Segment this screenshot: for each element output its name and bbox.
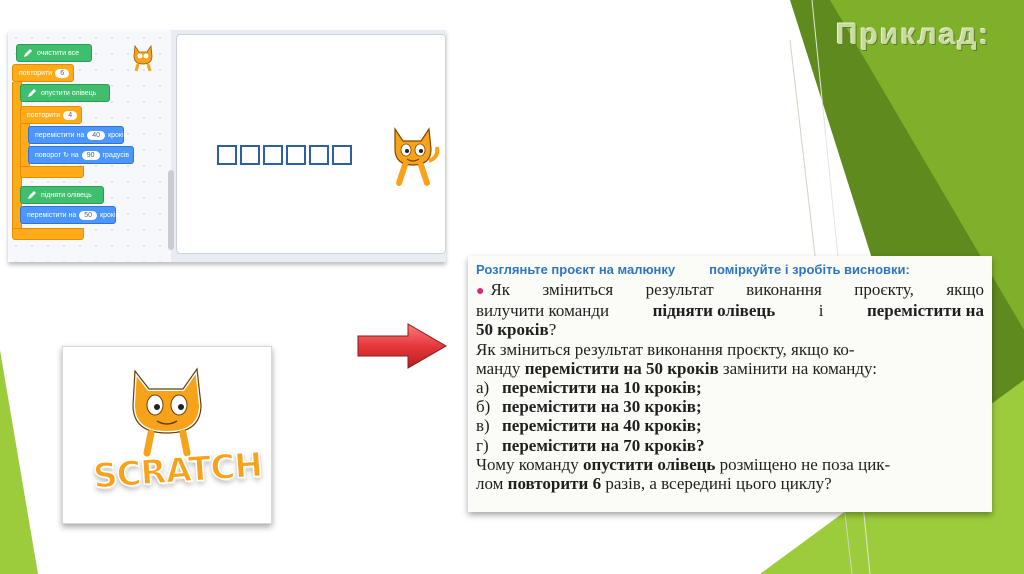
question-1-line-2: вилучити команди підняти олівець і перемістити на: [476, 301, 984, 321]
pen-icon: [27, 190, 37, 200]
move-40-value[interactable]: 40: [87, 131, 105, 140]
drawn-square: [309, 145, 329, 165]
block-clear-all[interactable]: очистити все: [16, 44, 92, 62]
drawn-square: [217, 145, 237, 165]
block-move-50[interactable]: перемістити на 50 кроків: [20, 206, 116, 224]
scratch-cat-icon: [121, 361, 213, 457]
option-c: в) перемістити на 40 кроків;: [476, 416, 702, 436]
block-repeat-outer[interactable]: повторити 6: [12, 64, 74, 82]
excerpt-heading: Розгляньте проєкт на малюнку поміркуйте і зробіть висновки:: [476, 262, 910, 277]
green-corner-left: [0, 350, 38, 574]
code-scrollbar[interactable]: [168, 170, 174, 250]
scratch-cat-icon: [385, 121, 441, 187]
question-3-line-2: лом повторити 6 разів, а всередині цього циклу?: [476, 474, 832, 494]
drawn-square: [263, 145, 283, 165]
drawn-square: [286, 145, 306, 165]
pen-icon: [27, 88, 37, 98]
option-b: б) перемістити на 30 кроків;: [476, 397, 702, 417]
question-2-line-1: Як зміниться результат виконання проєкту, якщо ко-: [476, 339, 855, 359]
block-turn-90[interactable]: поворот ↻ на 90 градусів: [28, 146, 134, 164]
block-pen-down[interactable]: опустити олівець: [20, 84, 110, 102]
repeat-inner-value[interactable]: 4: [63, 111, 77, 120]
scratch-logo-card: [62, 346, 272, 524]
block-repeat-inner[interactable]: повторити 4: [20, 106, 82, 124]
turn-90-value[interactable]: 90: [82, 151, 100, 160]
repeat-outer-foot: [12, 228, 84, 240]
question-3-line-1: Чому команду опустити олівець розміщено не поза цик-: [476, 454, 891, 474]
scratch-editor-screenshot: [8, 30, 446, 262]
repeat-inner-foot: [20, 166, 84, 178]
arrow-right-icon: [356, 322, 448, 370]
turn-arrow-icon: ↻: [63, 152, 69, 159]
pen-icon: [23, 48, 33, 58]
question-2-line-2: манду перемістити на 50 кроків замінити на команду:: [476, 358, 878, 378]
question-1-line-3: 50 кроків ?: [476, 320, 557, 340]
stage: [176, 34, 446, 254]
scratch-logo-word: SCRATCH: [91, 445, 264, 497]
block-move-40[interactable]: перемістити на 40 кроків: [28, 126, 124, 144]
textbook-excerpt: [468, 256, 992, 512]
scratch-cat-icon: [130, 42, 156, 72]
bullet-icon: ●: [476, 284, 485, 299]
slide-title: Приклад:: [836, 18, 991, 51]
drawn-squares: [217, 145, 355, 165]
excerpt-body: [476, 280, 984, 493]
repeat-outer-value[interactable]: 6: [55, 69, 69, 78]
block-pen-up[interactable]: підняти олівець: [20, 186, 104, 204]
code-area: [8, 30, 171, 262]
move-50-value[interactable]: 50: [79, 211, 97, 220]
question-1-line-1: ● Як зміниться результат виконання проєкту, якщо: [476, 280, 984, 299]
option-a: а) перемістити на 10 кроків;: [476, 378, 702, 398]
option-d: г) перемістити на 70 кроків?: [476, 435, 705, 455]
drawn-square: [332, 145, 352, 165]
drawn-square: [240, 145, 260, 165]
